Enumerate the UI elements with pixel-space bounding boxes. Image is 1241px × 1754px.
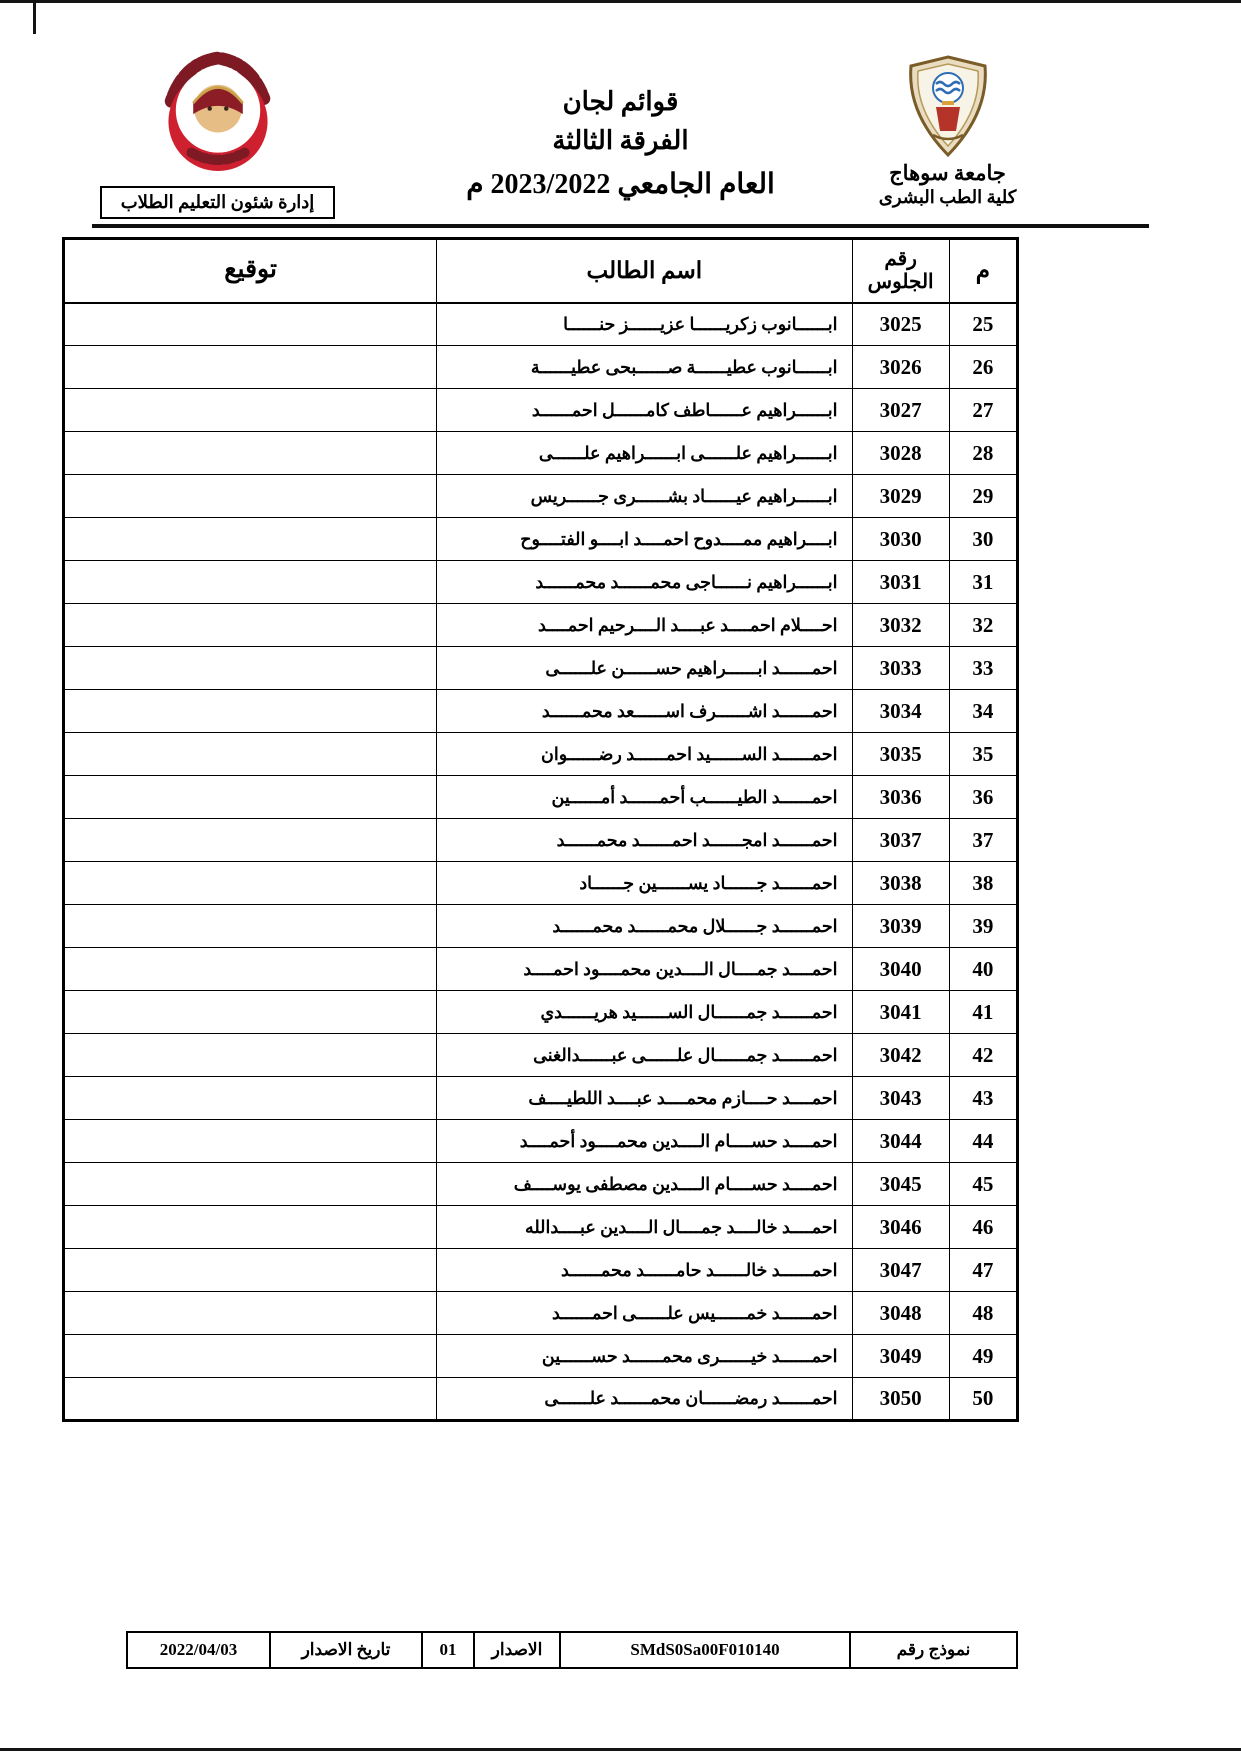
- footer-form-label: نموذج رقم: [850, 1632, 1017, 1668]
- seat-number-cell: 3037: [852, 819, 949, 862]
- university-name: جامعة سوهاج: [889, 161, 1006, 185]
- seat-number-cell: 3046: [852, 1206, 949, 1249]
- footer-date-label: تاريخ الاصدار: [270, 1632, 422, 1668]
- signature-cell: [64, 303, 437, 346]
- faculty-header-block: [100, 48, 335, 219]
- roster-body: [64, 303, 1018, 1421]
- row-index-cell: 25: [949, 303, 1017, 346]
- seat-number-cell: 3044: [852, 1120, 949, 1163]
- signature-cell: [64, 475, 437, 518]
- signature-cell: [64, 1206, 437, 1249]
- student-name-cell: احمــــــد خيــــــرى محمــــــد حســــــين: [437, 1335, 852, 1378]
- header-divider-rule: [92, 224, 1149, 228]
- seat-number-cell: 3032: [852, 604, 949, 647]
- signature-cell: [64, 561, 437, 604]
- student-name-cell: احمــــــد خالــــــد حامــــــد محمــــــد: [437, 1249, 852, 1292]
- footer-date-value: 2022/04/03: [127, 1632, 270, 1668]
- student-name-cell: ابــــــانوب عطيــــــة صــــــبحى عطيــــــة: [437, 346, 852, 389]
- signature-cell: [64, 1163, 437, 1206]
- student-name-cell: احمــــد جمــــال الــــدين محمــــود احمــــد: [437, 948, 852, 991]
- row-index-cell: 43: [949, 1077, 1017, 1120]
- scan-edge-bottom: [0, 1748, 1241, 1751]
- table-row: [64, 690, 1018, 733]
- signature-cell: [64, 346, 437, 389]
- signature-cell: [64, 647, 437, 690]
- table-row: [64, 561, 1018, 604]
- student-name-cell: احمــــــد خمــــــيس علــــــى احمــــــد: [437, 1292, 852, 1335]
- signature-cell: [64, 862, 437, 905]
- row-index-cell: 32: [949, 604, 1017, 647]
- row-index-cell: 28: [949, 432, 1017, 475]
- student-name-cell: احمــــد خالــــد جمــــال الــــدين عبــــدالله: [437, 1206, 852, 1249]
- student-name-cell: احمــــد حســــام الــــدين محمــــود أحمــــد: [437, 1120, 852, 1163]
- seat-number-cell: 3030: [852, 518, 949, 561]
- university-header-block: [840, 55, 1055, 210]
- seat-number-cell: 3031: [852, 561, 949, 604]
- signature-cell: [64, 819, 437, 862]
- student-name-cell: احمــــــد جمــــــال علــــــى عبــــــدالغنى: [437, 1034, 852, 1077]
- row-index-cell: 40: [949, 948, 1017, 991]
- table-row: [64, 1206, 1018, 1249]
- signature-cell: [64, 1378, 437, 1421]
- scan-edge-top: [0, 0, 1241, 3]
- student-name-cell: احمــــــد جــــــلال محمــــــد محمــــــد: [437, 905, 852, 948]
- seat-number-cell: 3026: [852, 346, 949, 389]
- table-row: [64, 862, 1018, 905]
- seat-number-cell: 3034: [852, 690, 949, 733]
- signature-cell: [64, 604, 437, 647]
- seat-number-cell: 3047: [852, 1249, 949, 1292]
- table-row: [64, 1077, 1018, 1120]
- row-index-cell: 41: [949, 991, 1017, 1034]
- admin-office-box: إدارة شئون التعليم الطلاب: [100, 186, 335, 219]
- scan-artifact: [33, 0, 36, 34]
- student-name-cell: احــــلام احمــــد عبــــد الــــرحيم احمــــد: [437, 604, 852, 647]
- seat-number-cell: 3035: [852, 733, 949, 776]
- table-row: [64, 819, 1018, 862]
- student-name-cell: احمــــــد امجــــــد احمــــــد محمــــــد: [437, 819, 852, 862]
- row-index-cell: 50: [949, 1378, 1017, 1421]
- seat-number-cell: 3025: [852, 303, 949, 346]
- table-row: [64, 948, 1018, 991]
- seat-number-cell: 3033: [852, 647, 949, 690]
- seat-number-cell: 3040: [852, 948, 949, 991]
- table-row: [64, 733, 1018, 776]
- row-index-cell: 44: [949, 1120, 1017, 1163]
- signature-cell: [64, 1249, 437, 1292]
- row-index-cell: 34: [949, 690, 1017, 733]
- seat-number-cell: 3043: [852, 1077, 949, 1120]
- title-grade: الفرقة الثالثة: [552, 126, 689, 155]
- row-index-cell: 27: [949, 389, 1017, 432]
- table-row: [64, 1034, 1018, 1077]
- signature-cell: [64, 1077, 437, 1120]
- student-name-cell: ابــــــراهيم علــــــى ابــــــراهيم علــــــى: [437, 432, 852, 475]
- table-row: [64, 1335, 1018, 1378]
- seat-number-cell: 3028: [852, 432, 949, 475]
- row-index-cell: 30: [949, 518, 1017, 561]
- student-name-cell: احمــــــد ابــــــراهيم حســــــن علــــــى: [437, 647, 852, 690]
- footer-version-value: 01: [422, 1632, 474, 1668]
- student-name-cell: احمــــــد الســــــيد احمــــــد رضــــــوان: [437, 733, 852, 776]
- row-index-cell: 39: [949, 905, 1017, 948]
- row-index-cell: 47: [949, 1249, 1017, 1292]
- row-index-cell: 33: [949, 647, 1017, 690]
- signature-cell: [64, 776, 437, 819]
- student-name-cell: ابــــــراهيم عــــــاطف كامــــــل احمــــــد: [437, 389, 852, 432]
- seat-number-cell: 3049: [852, 1335, 949, 1378]
- row-index-cell: 42: [949, 1034, 1017, 1077]
- table-header-row: [64, 239, 1018, 303]
- university-emblem-icon: [903, 55, 993, 157]
- table-row: [64, 346, 1018, 389]
- signature-cell: [64, 1335, 437, 1378]
- seat-number-cell: 3038: [852, 862, 949, 905]
- seat-number-cell: 3041: [852, 991, 949, 1034]
- roster-table-wrap: [62, 237, 1019, 1422]
- title-academic-year: العام الجامعي 2023/2022 م: [466, 169, 775, 200]
- table-row: [64, 1378, 1018, 1421]
- form-footer-table: [126, 1631, 1018, 1669]
- row-index-cell: 26: [949, 346, 1017, 389]
- footer-version-label: الاصدار: [474, 1632, 560, 1668]
- faculty-crescent-logo-icon: [149, 48, 287, 182]
- signature-cell: [64, 905, 437, 948]
- student-name-cell: احمــــــد رمضــــــان محمــــــد علــــــى: [437, 1378, 852, 1421]
- signature-cell: [64, 1292, 437, 1335]
- table-row: [64, 604, 1018, 647]
- title-committee-lists: قوائم لجان: [562, 87, 679, 116]
- signature-cell: [64, 1034, 437, 1077]
- col-header-name: اسم الطالب: [437, 239, 852, 303]
- student-name-cell: احمــــــد جمــــــال الســــــيد هريــــــدي: [437, 991, 852, 1034]
- signature-cell: [64, 432, 437, 475]
- row-index-cell: 49: [949, 1335, 1017, 1378]
- row-index-cell: 45: [949, 1163, 1017, 1206]
- signature-cell: [64, 948, 437, 991]
- student-name-cell: احمــــد حســــام الــــدين مصطفى يوســــف: [437, 1163, 852, 1206]
- seat-number-cell: 3027: [852, 389, 949, 432]
- col-header-index: م: [949, 239, 1017, 303]
- signature-cell: [64, 991, 437, 1034]
- table-row: [64, 303, 1018, 346]
- table-row: [64, 905, 1018, 948]
- document-title-block: [380, 82, 861, 206]
- signature-cell: [64, 518, 437, 561]
- form-footer: [128, 1631, 1018, 1669]
- table-row: [64, 776, 1018, 819]
- row-index-cell: 31: [949, 561, 1017, 604]
- table-row: [64, 389, 1018, 432]
- footer-form-serial: SMdS0Sa00F010140: [560, 1632, 850, 1668]
- seat-number-cell: 3039: [852, 905, 949, 948]
- student-name-cell: احمــــــد الطيــــــب أحمــــــد أمــــــين: [437, 776, 852, 819]
- table-row: [64, 518, 1018, 561]
- table-row: [64, 1163, 1018, 1206]
- committee-roster-table: [62, 237, 1019, 1422]
- col-header-signature: توقيع: [64, 239, 437, 303]
- seat-number-cell: 3050: [852, 1378, 949, 1421]
- seat-number-cell: 3045: [852, 1163, 949, 1206]
- row-index-cell: 36: [949, 776, 1017, 819]
- student-name-cell: ابــــراهيم ممــــدوح احمــــد ابــــو الفتــــوح: [437, 518, 852, 561]
- row-index-cell: 35: [949, 733, 1017, 776]
- student-name-cell: ابــــــراهيم عيــــــاد بشــــــرى جــــــريس: [437, 475, 852, 518]
- table-row: [64, 647, 1018, 690]
- table-row: [64, 991, 1018, 1034]
- signature-cell: [64, 1120, 437, 1163]
- student-name-cell: ابــــــراهيم نــــــاجى محمــــــد محمــــــد: [437, 561, 852, 604]
- signature-cell: [64, 733, 437, 776]
- seat-number-cell: 3048: [852, 1292, 949, 1335]
- table-row: [64, 432, 1018, 475]
- table-row: [64, 475, 1018, 518]
- signature-cell: [64, 690, 437, 733]
- seat-number-cell: 3029: [852, 475, 949, 518]
- seat-number-cell: 3042: [852, 1034, 949, 1077]
- row-index-cell: 37: [949, 819, 1017, 862]
- student-name-cell: احمــــــد جــــــاد يســــــين جــــــاد: [437, 862, 852, 905]
- table-row: [64, 1120, 1018, 1163]
- student-name-cell: احمــــــد اشــــــرف اســــــعد محمــــــد: [437, 690, 852, 733]
- signature-cell: [64, 389, 437, 432]
- row-index-cell: 38: [949, 862, 1017, 905]
- table-row: [64, 1249, 1018, 1292]
- student-name-cell: احمــــد حــــازم محمــــد عبــــد اللطيــــف: [437, 1077, 852, 1120]
- col-header-seat: رقم الجلوس: [852, 239, 949, 303]
- row-index-cell: 29: [949, 475, 1017, 518]
- faculty-name: كلية الطب البشرى: [878, 187, 1017, 208]
- table-row: [64, 1292, 1018, 1335]
- seat-number-cell: 3036: [852, 776, 949, 819]
- row-index-cell: 46: [949, 1206, 1017, 1249]
- row-index-cell: 48: [949, 1292, 1017, 1335]
- student-name-cell: ابــــــانوب زكريــــــا عزيــــــز حنــــــا: [437, 303, 852, 346]
